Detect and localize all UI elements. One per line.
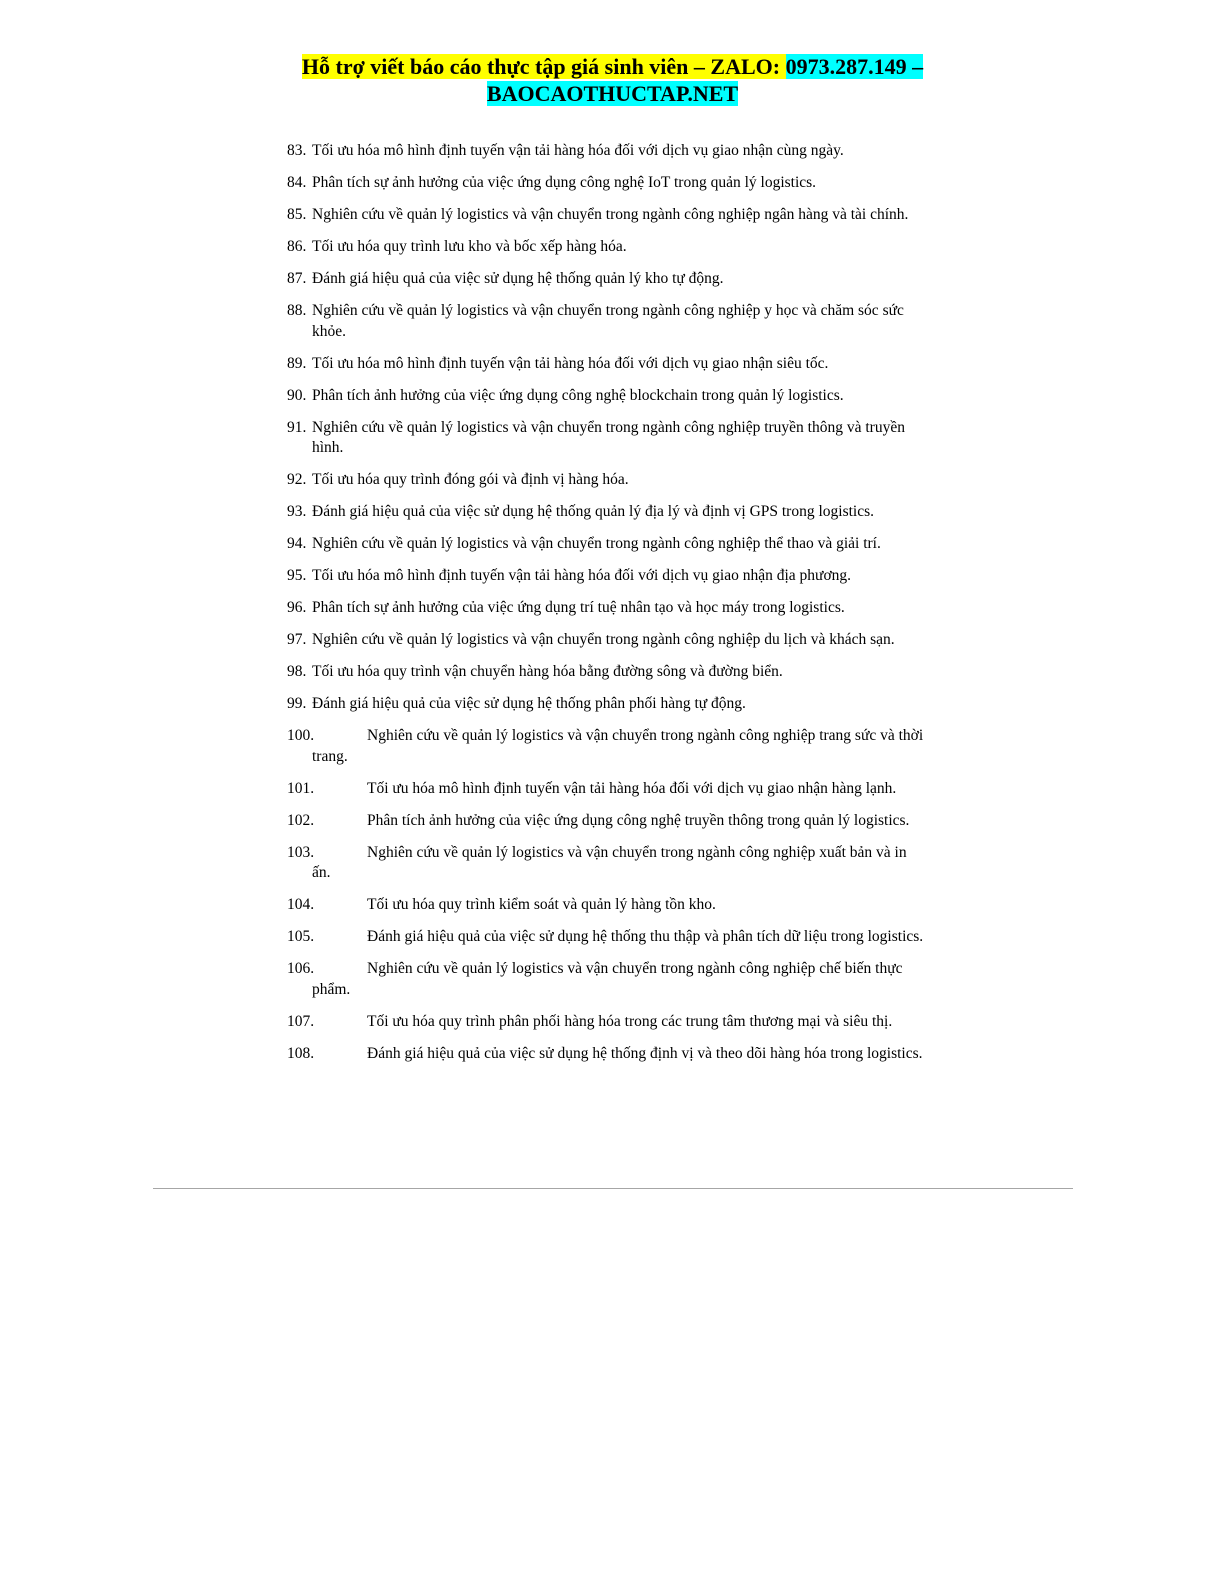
list-item	[287, 354, 977, 375]
header-line-2	[0, 80, 1225, 107]
list-item-number: 106.	[287, 960, 315, 977]
list-item-text-continuation: phẩm.	[312, 980, 351, 998]
list-item	[287, 811, 977, 832]
list-item	[287, 502, 977, 523]
list-item-number: 88.	[287, 302, 307, 319]
list-item	[287, 534, 977, 555]
list-item-text: Đánh giá hiệu quả của việc sử dụng hệ thống quản lý kho tự động.	[312, 270, 724, 287]
list-item-text: Nghiên cứu về quản lý logistics và vận chuyển trong ngành công nghiệp y học và chăm sóc sức	[312, 302, 904, 319]
list-item-text: Tối ưu hóa mô hình định tuyến vận tải hàng hóa đối với dịch vụ giao nhận cùng ngày.	[312, 142, 844, 159]
list-item-number: 89.	[287, 354, 307, 372]
list-item	[287, 237, 977, 258]
list-item-number: 92.	[287, 471, 307, 488]
list-item	[287, 141, 977, 162]
list-item-number: 97.	[287, 631, 307, 648]
list-item-text-continuation: khỏe.	[312, 322, 347, 340]
list-item-number: 84.	[287, 174, 307, 191]
list-item-text: Nghiên cứu về quản lý logistics và vận chuyển trong ngành công nghiệp thể thao và giải trí.	[312, 535, 881, 552]
page-header-banner	[0, 53, 1225, 107]
list-item-number: 99.	[287, 695, 307, 712]
list-item-number: 93.	[287, 503, 307, 520]
list-item-text: Đánh giá hiệu quả của việc sử dụng hệ thống thu thập và phân tích dữ liệu trong logistics.	[367, 928, 924, 945]
topic-list	[287, 141, 977, 1076]
list-item	[287, 1044, 977, 1065]
list-item-number: 102.	[287, 811, 315, 829]
list-item-number: 87.	[287, 270, 307, 287]
list-item-number: 100.	[287, 727, 315, 744]
list-item-number: 90.	[287, 386, 307, 404]
list-item-text: Tối ưu hóa quy trình vận chuyển hàng hóa bằng đường sông và đường biển.	[312, 663, 783, 680]
list-item-text: Tối ưu hóa mô hình định tuyến vận tải hàng hóa đối với dịch vụ giao nhận siêu tốc.	[312, 354, 829, 372]
list-item-number: 107.	[287, 1012, 315, 1030]
list-item	[287, 598, 977, 619]
list-item-text-continuation: hình.	[312, 439, 344, 456]
list-item-number: 96.	[287, 599, 307, 616]
list-item-text-continuation: ấn.	[312, 864, 331, 881]
list-item	[287, 927, 977, 948]
list-item	[287, 662, 977, 683]
list-item	[287, 301, 977, 342]
list-item	[287, 959, 977, 1000]
list-item-text: Nghiên cứu về quản lý logistics và vận chuyển trong ngành công nghiệp ngân hàng và tài chính.	[312, 206, 909, 223]
list-item-text: Phân tích sự ảnh hưởng của việc ứng dụng trí tuệ nhân tạo và học máy trong logistics.	[312, 599, 845, 616]
list-item-text: Tối ưu hóa quy trình phân phối hàng hóa trong các trung tâm thương mại và siêu thị.	[367, 1012, 893, 1030]
list-item-number: 95.	[287, 567, 307, 584]
list-item	[287, 269, 977, 290]
footer-divider	[153, 1188, 1073, 1189]
header-support-text: Hỗ trợ viết báo cáo thực tập giá sinh viên – ZALO:	[301, 54, 786, 79]
list-item	[287, 386, 977, 407]
list-item-text: Phân tích ảnh hưởng của việc ứng dụng công nghệ blockchain trong quản lý logistics.	[312, 386, 844, 404]
list-item	[287, 726, 977, 767]
list-item-text: Phân tích sự ảnh hưởng của việc ứng dụng công nghệ IoT trong quản lý logistics.	[312, 174, 817, 191]
list-item-text: Phân tích ảnh hưởng của việc ứng dụng công nghệ truyền thông trong quản lý logistics.	[367, 811, 910, 829]
list-item-number: 94.	[287, 535, 307, 552]
list-item	[287, 418, 977, 459]
list-item-text: Nghiên cứu về quản lý logistics và vận chuyển trong ngành công nghiệp truyền thông và truyền	[312, 418, 905, 436]
list-item-number: 104.	[287, 896, 315, 913]
list-item-text: Tối ưu hóa mô hình định tuyến vận tải hàng hóa đối với dịch vụ giao nhận hàng lạnh.	[367, 779, 897, 797]
list-item-number: 101.	[287, 779, 315, 797]
list-item	[287, 173, 977, 194]
list-item-text: Đánh giá hiệu quả của việc sử dụng hệ thống phân phối hàng tự động.	[312, 695, 746, 712]
list-item-number: 98.	[287, 663, 307, 680]
list-item-number: 103.	[287, 843, 315, 861]
list-item-number: 86.	[287, 238, 307, 255]
list-item	[287, 205, 977, 226]
list-item-number: 85.	[287, 206, 307, 223]
list-item-text: Đánh giá hiệu quả của việc sử dụng hệ thống quản lý địa lý và định vị GPS trong logistics.	[312, 503, 875, 520]
header-phone: 0973.287.149 –	[785, 54, 924, 79]
list-item-text: Đánh giá hiệu quả của việc sử dụng hệ thống định vị và theo dõi hàng hóa trong logistics.	[367, 1044, 923, 1062]
list-item	[287, 843, 977, 884]
list-item-number: 108.	[287, 1044, 315, 1062]
list-item-text: Nghiên cứu về quản lý logistics và vận chuyển trong ngành công nghiệp du lịch và khách sạn.	[312, 631, 895, 648]
header-line-1	[0, 53, 1225, 80]
list-item-text: Tối ưu hóa mô hình định tuyến vận tải hàng hóa đối với dịch vụ giao nhận địa phương.	[312, 567, 852, 584]
list-item-number: 83.	[287, 142, 307, 159]
list-item-text: Nghiên cứu về quản lý logistics và vận chuyển trong ngành công nghiệp chế biến thực	[367, 960, 903, 977]
header-site: BAOCAOTHUCTAP.NET	[486, 81, 739, 106]
list-item-text: Tối ưu hóa quy trình kiểm soát và quản lý hàng tồn kho.	[367, 896, 716, 913]
list-item	[287, 470, 977, 491]
list-item-number: 105.	[287, 928, 315, 945]
list-item-text: Tối ưu hóa quy trình đóng gói và định vị hàng hóa.	[312, 471, 629, 488]
list-item-number: 91.	[287, 418, 307, 436]
list-item-text: Nghiên cứu về quản lý logistics và vận chuyển trong ngành công nghiệp xuất bản và in	[367, 843, 907, 861]
list-item	[287, 694, 977, 715]
list-item	[287, 630, 977, 651]
list-item	[287, 895, 977, 916]
list-item	[287, 1012, 977, 1033]
list-item-text-continuation: trang.	[312, 747, 348, 765]
list-item-text: Tối ưu hóa quy trình lưu kho và bốc xếp hàng hóa.	[312, 238, 627, 255]
list-item	[287, 566, 977, 587]
list-item-text: Nghiên cứu về quản lý logistics và vận chuyển trong ngành công nghiệp trang sức và thời	[367, 727, 924, 744]
list-item	[287, 779, 977, 800]
